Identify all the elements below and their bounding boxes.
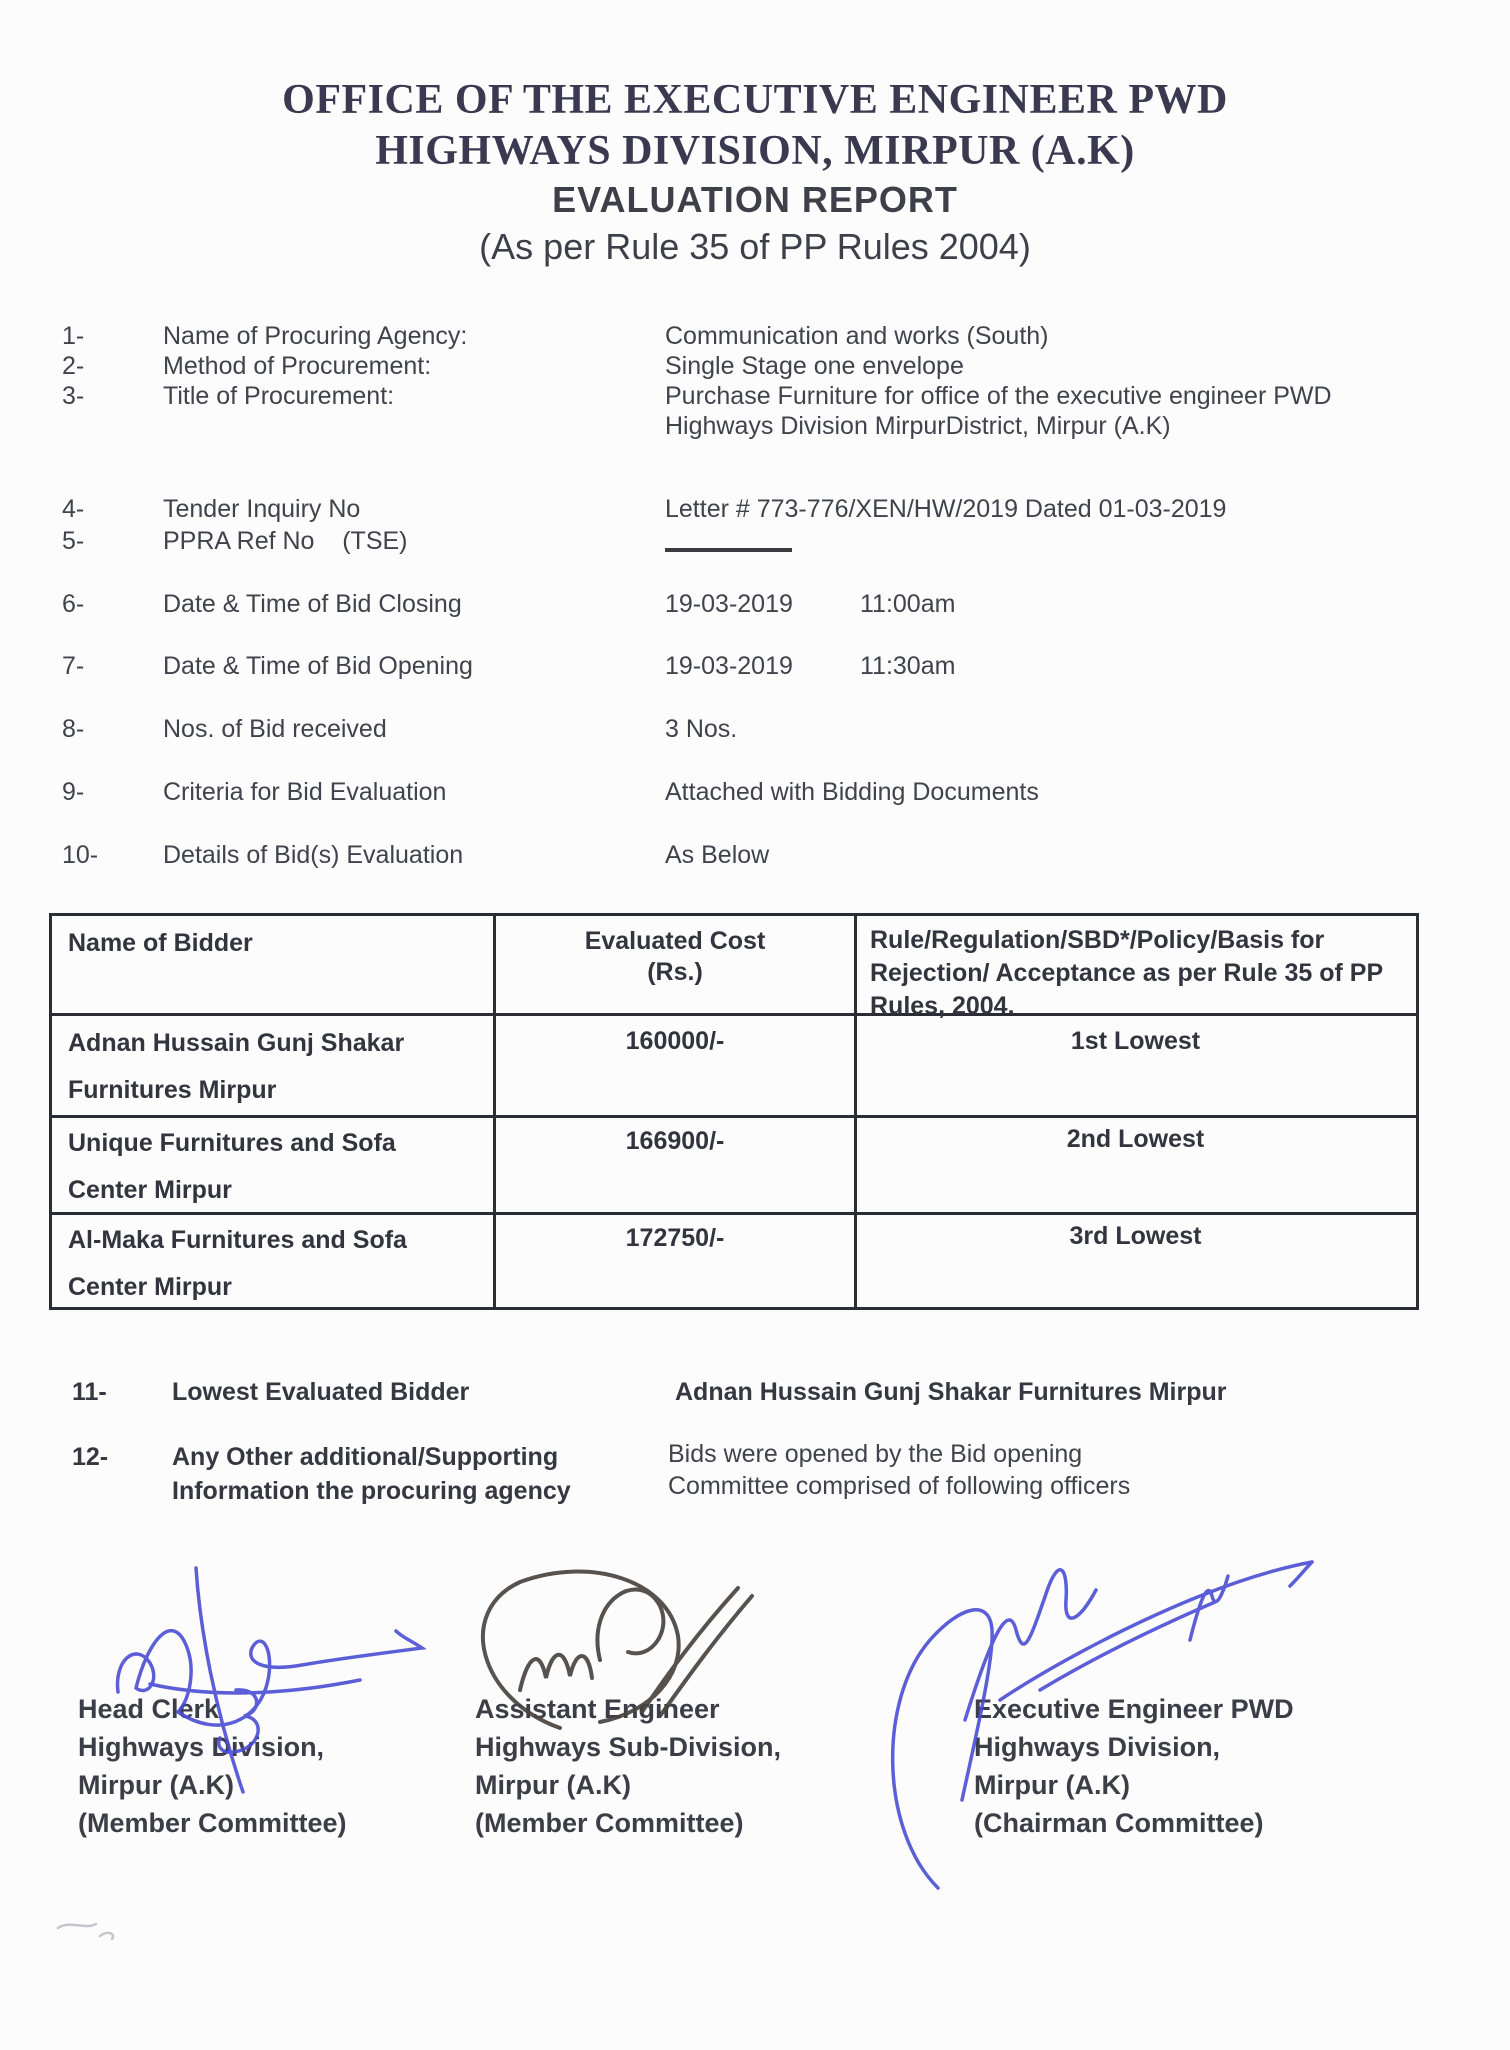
field-value-wrap: Highways Division MirpurDistrict, Mirpur (A.K): [665, 412, 1171, 440]
table-row-divider: [52, 1212, 1416, 1215]
field-number: 12-: [72, 1443, 109, 1471]
field-number: 10-: [62, 841, 99, 869]
bidder-name-line1: Adnan Hussain Gunj Shakar: [68, 1029, 405, 1057]
signatory-title: Head Clerk: [78, 1694, 220, 1724]
field-value-date: 19-03-2019: [665, 652, 793, 680]
signatory-line2: Highways Division,: [78, 1732, 325, 1762]
field-value: As Below: [665, 841, 770, 869]
bid-evaluation-table: [49, 913, 1419, 1310]
ranking: 1st Lowest: [1070, 1027, 1201, 1055]
field-label: Tender Inquiry No: [163, 495, 361, 523]
field-label: Criteria for Bid Evaluation: [163, 778, 447, 806]
bidder-name-line2: Center Mirpur: [68, 1176, 232, 1204]
field-row-2: [0, 352, 1510, 386]
field-row-6: [0, 590, 1510, 624]
bidder-name-line1: Unique Furnitures and Sofa: [68, 1129, 396, 1157]
field-row-12b: [0, 1472, 1510, 1511]
field-value-time: 11:30am: [860, 652, 956, 680]
table-header-cost-line1: Evaluated Cost: [584, 927, 766, 955]
table-row-divider: [52, 1115, 1416, 1118]
field-value: Attached with Bidding Documents: [665, 778, 1039, 806]
signatory-executive-engineer: [974, 1690, 1294, 1842]
signatory-line3: Mirpur (A.K): [78, 1770, 234, 1800]
office-title-line1: OFFICE OF THE EXECUTIVE ENGINEER PWD: [282, 77, 1228, 123]
bidder-name-line2: Furnitures Mirpur: [68, 1076, 277, 1104]
office-title-line2: HIGHWAYS DIVISION, MIRPUR (A.K): [375, 128, 1135, 174]
signatory-title: Assistant Engineer: [475, 1694, 720, 1724]
field-number: 7-: [62, 652, 85, 680]
signatory-line4: (Chairman Committee): [974, 1808, 1264, 1838]
field-label: PPRA Ref No (TSE): [163, 527, 408, 555]
field-label: Method of Procurement:: [163, 352, 432, 380]
evaluated-cost: 160000/-: [625, 1027, 725, 1055]
blank-underline: [665, 548, 792, 552]
bidder-name-line1: Al-Maka Furnitures and Sofa: [68, 1226, 407, 1254]
field-value: Letter # 773-776/XEN/HW/2019 Dated 01-03-2019: [665, 495, 1227, 523]
field-value-line1: Bids were opened by the Bid opening: [668, 1440, 1083, 1468]
field-label-line1: Any Other additional/Supporting: [172, 1443, 559, 1471]
field-row-11: [0, 1378, 1510, 1412]
ranking: 2nd Lowest: [1066, 1125, 1205, 1153]
field-label: Date & Time of Bid Closing: [163, 590, 462, 618]
signatory-assistant-engineer: [475, 1690, 781, 1842]
field-row-4: [0, 495, 1510, 529]
field-row-5: [0, 527, 1510, 561]
bidder-name-line2: Center Mirpur: [68, 1273, 232, 1301]
signatory-title: Executive Engineer PWD: [974, 1694, 1294, 1724]
field-label-line2: Information the procuring agency: [172, 1477, 571, 1505]
field-value-time: 11:00am: [860, 590, 956, 618]
table-header-basis: Rule/Regulation/SBD*/Policy/Basis for Rejection/ Acceptance as per Rule 35 of PP Rules, 2004.: [870, 926, 1383, 1020]
field-value: Single Stage one envelope: [665, 352, 964, 380]
field-label: Details of Bid(s) Evaluation: [163, 841, 464, 869]
field-value: Communication and works (South): [665, 322, 1049, 350]
field-number: 1-: [62, 322, 85, 350]
evaluated-cost: 172750/-: [625, 1224, 725, 1252]
field-number: 3-: [62, 382, 85, 410]
evaluated-cost: 166900/-: [625, 1127, 725, 1155]
field-value-line2: Committee comprised of following officers: [668, 1472, 1131, 1500]
field-value: Purchase Furniture for office of the executive engineer PWD: [665, 382, 1332, 410]
field-label: Date & Time of Bid Opening: [163, 652, 473, 680]
field-row-8: [0, 715, 1510, 749]
field-label: Lowest Evaluated Bidder: [172, 1378, 470, 1406]
field-row-3: [0, 382, 1510, 416]
field-number: 11-: [72, 1378, 107, 1406]
field-row-9: [0, 778, 1510, 812]
ranking: 3rd Lowest: [1069, 1222, 1202, 1250]
signatory-line4: (Member Committee): [78, 1808, 347, 1838]
field-number: 8-: [62, 715, 85, 743]
report-title: EVALUATION REPORT: [552, 179, 958, 220]
report-subtitle: (As per Rule 35 of PP Rules 2004): [479, 226, 1031, 267]
signatory-line2: Highways Division,: [974, 1732, 1221, 1762]
signatory-line3: Mirpur (A.K): [974, 1770, 1130, 1800]
scan-artifact: [58, 1924, 113, 1939]
field-number: 9-: [62, 778, 85, 806]
field-label: Nos. of Bid received: [163, 715, 387, 743]
field-value: 3 Nos.: [665, 715, 738, 743]
field-row-1: [0, 322, 1510, 356]
table-header-cost: [496, 926, 854, 988]
signatory-line4: (Member Committee): [475, 1808, 744, 1838]
field-row-10: [0, 841, 1510, 875]
field-number: 6-: [62, 590, 85, 618]
field-number: 2-: [62, 352, 85, 380]
signatory-head-clerk: [78, 1690, 347, 1842]
field-row-3b: [0, 412, 1510, 446]
table-header-bidder: Name of Bidder: [68, 929, 253, 957]
field-label: Name of Procuring Agency:: [163, 322, 468, 350]
field-value: Adnan Hussain Gunj Shakar Furnitures Mirpur: [675, 1378, 1227, 1406]
field-number: 4-: [62, 495, 85, 523]
field-label: Title of Procurement:: [163, 382, 395, 410]
signatory-line2: Highways Sub-Division,: [475, 1732, 782, 1762]
table-header-cost-line2: (Rs.): [647, 958, 703, 986]
field-number: 5-: [62, 527, 85, 555]
field-value-date: 19-03-2019: [665, 590, 793, 618]
field-row-7: [0, 652, 1510, 686]
signatory-line3: Mirpur (A.K): [475, 1770, 631, 1800]
